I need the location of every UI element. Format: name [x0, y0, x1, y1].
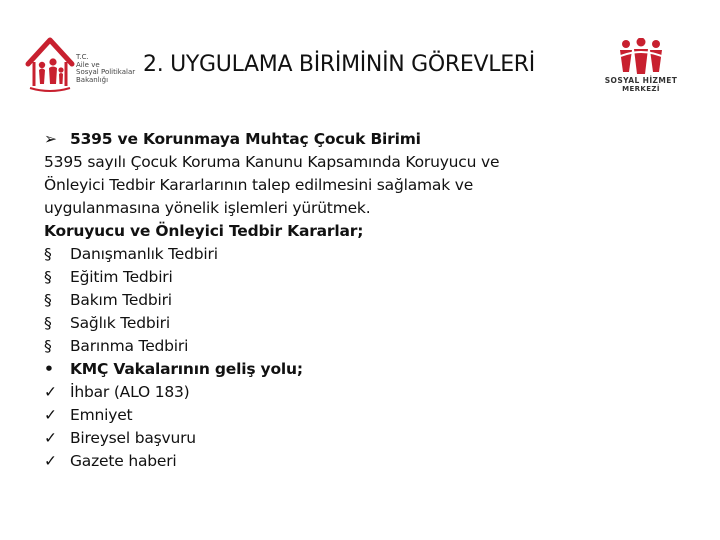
measure-label: Eğitim Tedbiri [70, 268, 173, 286]
list-item [44, 312, 684, 335]
section-bullet-icon: § [44, 268, 52, 286]
arrow-bullet-icon: ➢ [44, 130, 57, 148]
kmc-heading: KMÇ Vakalarının geliş yolu; [70, 360, 303, 378]
check-bullet-icon: ✓ [44, 406, 57, 424]
ministry-line: T.C. [76, 53, 89, 61]
measures-heading: Koruyucu ve Önleyici Tedbir Kararlar; [44, 222, 364, 240]
unit-description [44, 151, 684, 220]
kmc-heading-row [44, 358, 684, 381]
section-bullet-icon: § [44, 337, 52, 355]
source-label: Emniyet [70, 406, 133, 424]
check-bullet-icon: ✓ [44, 383, 57, 401]
list-item [44, 266, 684, 289]
measure-label: Bakım Tedbiri [70, 291, 172, 309]
unit-title: 5395 ve Korunmaya Muhtaç Çocuk Birimi [70, 130, 421, 148]
description-line: Önleyici Tedbir Kararlarının talep edilmesini sağlamak ve [44, 176, 474, 194]
unit-heading [44, 128, 684, 151]
ministry-line: Bakanlığı [76, 75, 109, 84]
list-item [44, 381, 684, 404]
dot-bullet-icon: • [44, 360, 54, 378]
source-label: Bireysel başvuru [70, 429, 196, 447]
section-bullet-icon: § [44, 314, 52, 332]
measure-label: Sağlık Tedbiri [70, 314, 170, 332]
ministry-logo [22, 34, 134, 96]
shm-name-line2: MERKEZİ [622, 85, 660, 93]
list-item [44, 289, 684, 312]
slide-content [44, 128, 684, 473]
shm-people-icon [596, 38, 686, 76]
source-label: İhbar (ALO 183) [70, 383, 190, 401]
ministry-line: Sosyal Politikalar [76, 68, 136, 77]
check-bullet-icon: ✓ [44, 429, 57, 447]
description-line: 5395 sayılı Çocuk Koruma Kanunu Kapsamında Koruyucu ve [44, 153, 500, 171]
section-bullet-icon: § [44, 291, 52, 309]
ministry-house-icon [22, 34, 78, 94]
section-bullet-icon: § [44, 245, 52, 263]
description-line: uygulanmasına yönelik işlemleri yürütmek. [44, 199, 371, 217]
list-item [44, 243, 684, 266]
check-bullet-icon: ✓ [44, 452, 57, 470]
list-item [44, 450, 684, 473]
sources-list [44, 381, 684, 473]
measure-label: Danışmanlık Tedbiri [70, 245, 218, 263]
page-title: 2. UYGULAMA BİRİMİNİN GÖREVLERİ [143, 52, 535, 77]
measures-list [44, 243, 684, 358]
list-item [44, 335, 684, 358]
shm-name-line1: SOSYAL HİZMET [604, 76, 678, 85]
source-label: Gazete haberi [70, 452, 177, 470]
shm-logo [596, 38, 686, 94]
ministry-name [76, 54, 135, 84]
measure-label: Barınma Tedbiri [70, 337, 189, 355]
list-item [44, 427, 684, 450]
ministry-line: Aile ve [76, 60, 100, 69]
list-item [44, 404, 684, 427]
